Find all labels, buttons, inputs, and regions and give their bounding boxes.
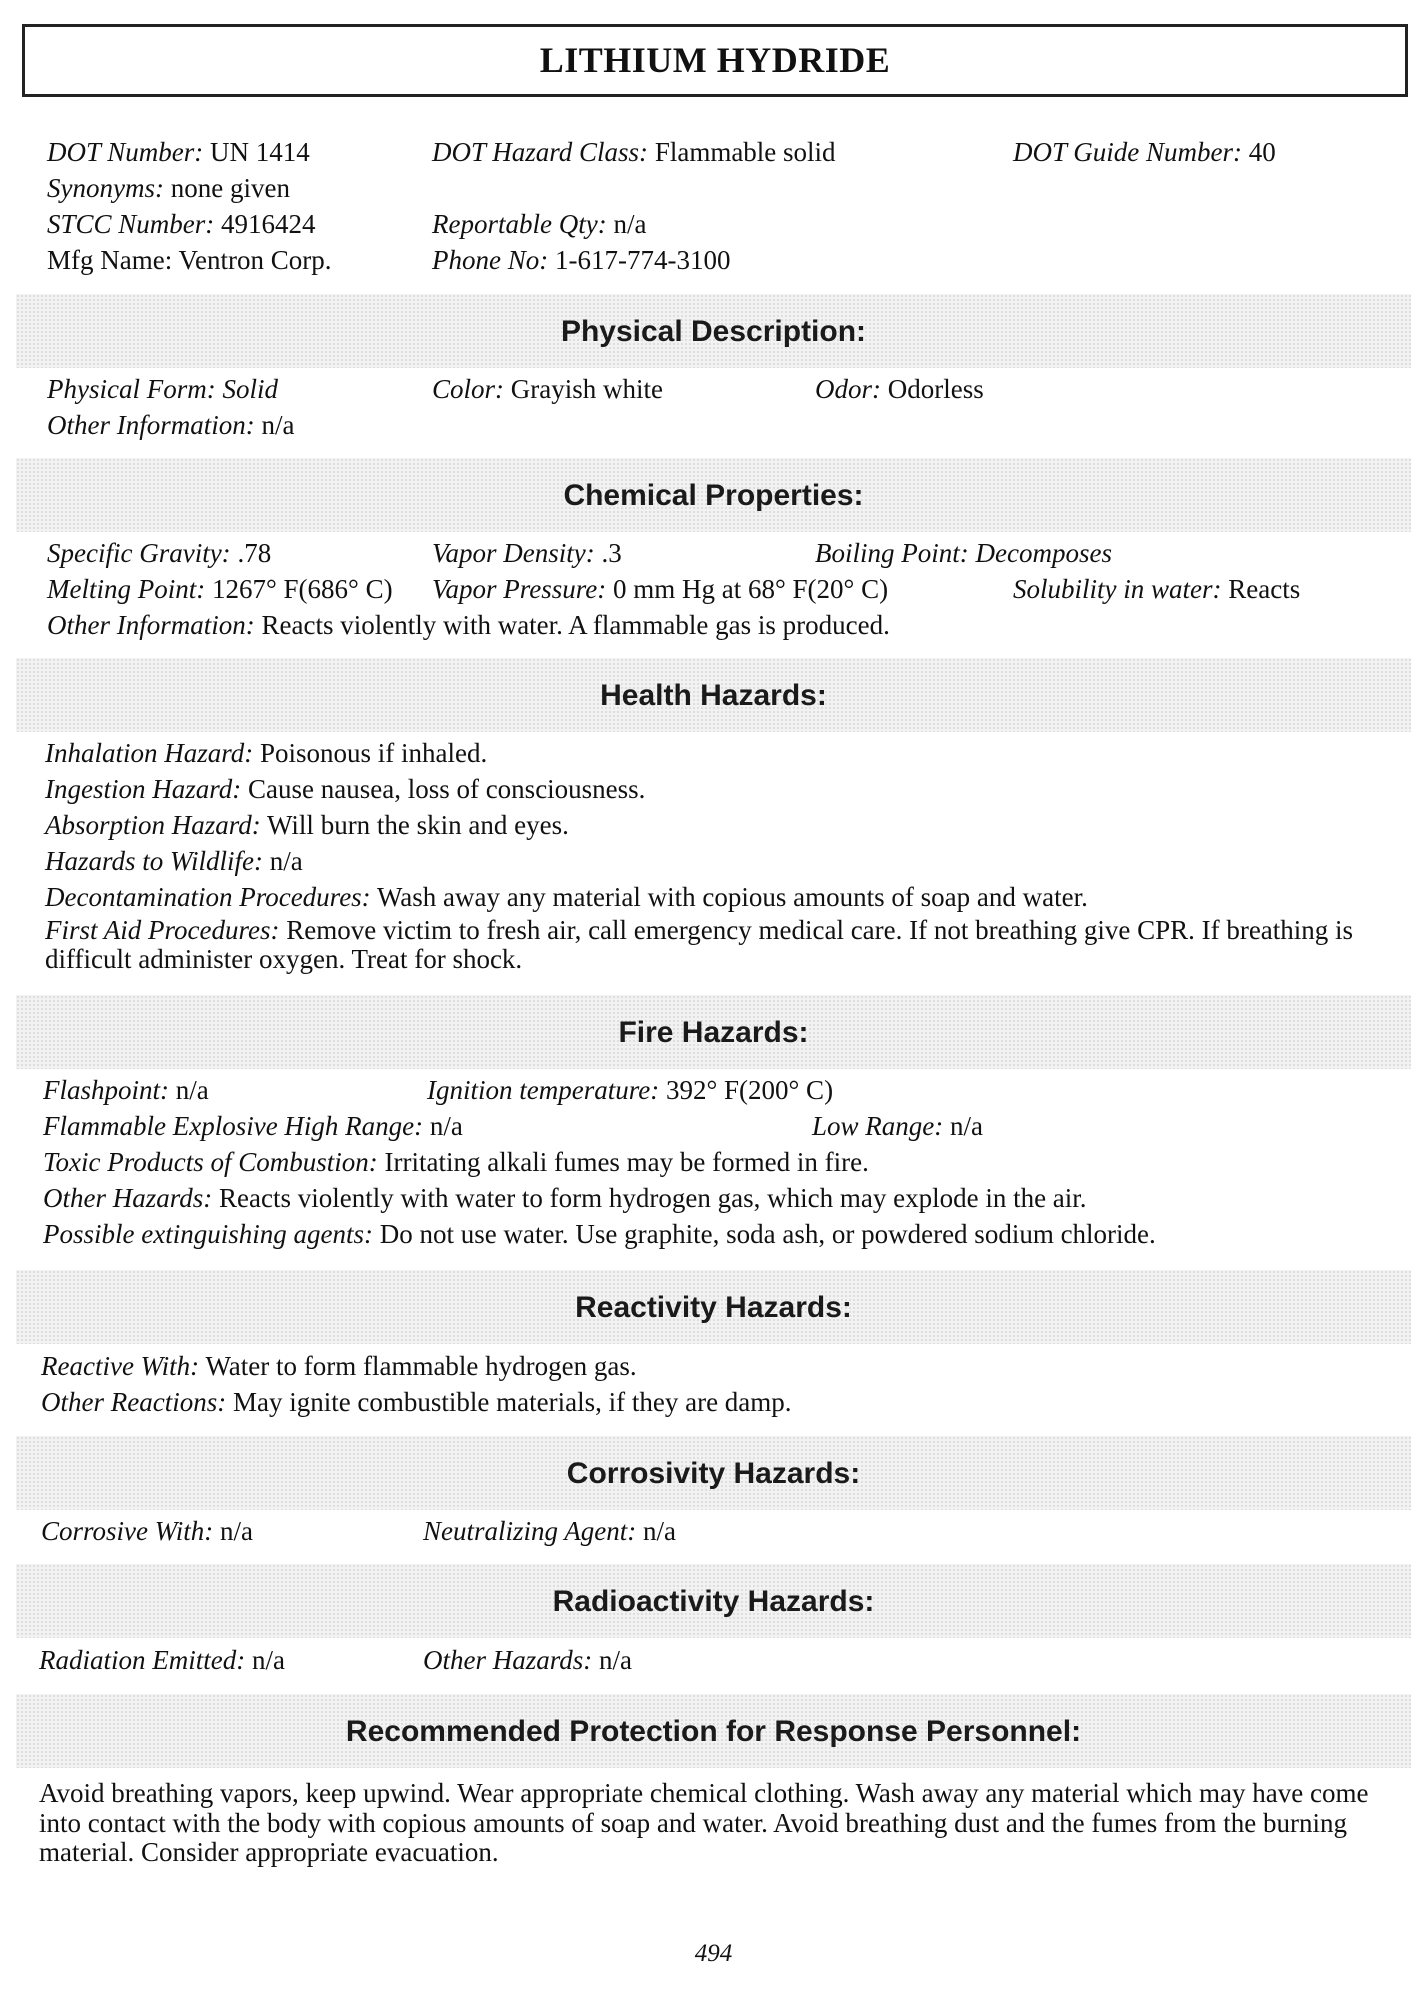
extinguishing-field — [43, 1217, 1156, 1252]
odor-value: Odorless — [887, 374, 984, 404]
mfg-name-label: Mfg Name: — [47, 245, 173, 275]
solubility-value: Reacts — [1228, 574, 1301, 604]
high-range-field — [43, 1109, 463, 1144]
ignition-label: Ignition temperature: — [427, 1075, 660, 1105]
high-range-value: n/a — [429, 1111, 463, 1141]
reactive-with-label: Reactive With: — [41, 1351, 200, 1381]
radiation-value: n/a — [251, 1645, 285, 1675]
vapor-pressure-field — [432, 572, 888, 607]
decontamination-field — [45, 880, 1088, 915]
color-field — [432, 372, 663, 407]
first-aid-label: First Aid Procedures: — [45, 915, 280, 945]
protection-heading: Recommended Protection for Response Personnel: — [345, 1714, 1082, 1748]
melting-point-field — [47, 572, 393, 607]
reactivity-heading: Reactivity Hazards: — [575, 1290, 852, 1324]
synonyms-value: none given — [170, 173, 290, 203]
synonyms-field — [47, 171, 290, 206]
inhalation-field — [45, 736, 487, 771]
synonyms-label: Synonyms: — [47, 173, 164, 203]
neutralizing-field — [423, 1514, 676, 1549]
solubility-label: Solubility in water: — [1013, 574, 1222, 604]
decontamination-value: Wash away any material with copious amounts of soap and water. — [376, 882, 1088, 912]
fire-other-hazards-label: Other Hazards: — [43, 1183, 213, 1213]
wildlife-value: n/a — [269, 846, 303, 876]
boiling-point-field — [815, 536, 1112, 571]
low-range-field — [812, 1109, 983, 1144]
wildlife-label: Hazards to Wildlife: — [45, 846, 264, 876]
ignition-value: 392° F(200° C) — [665, 1075, 834, 1105]
physical-other-field — [47, 408, 294, 443]
ingestion-label: Ingestion Hazard: — [45, 774, 242, 804]
other-reactions-value: May ignite combustible materials, if they are damp. — [232, 1387, 792, 1417]
extinguishing-value: Do not use water. Use graphite, soda ash, or powdered sodium chloride. — [379, 1219, 1156, 1249]
toxic-products-label: Toxic Products of Combustion: — [43, 1147, 378, 1177]
mfg-name-value: Ventron Corp. — [178, 245, 332, 275]
chemical-section-header — [16, 458, 1411, 532]
radioactivity-section-header — [16, 1564, 1411, 1638]
physical-section-header — [16, 294, 1411, 368]
ingestion-value: Cause nausea, loss of consciousness. — [248, 774, 646, 804]
mfg-name-field — [47, 243, 331, 278]
chemical-other-field — [47, 608, 890, 643]
chemical-other-value: Reacts violently with water. A flammable gas is produced. — [261, 610, 890, 640]
vapor-density-value: .3 — [601, 538, 622, 568]
boiling-point-label: Boiling Point: — [815, 538, 969, 568]
health-heading: Health Hazards: — [600, 678, 827, 712]
flashpoint-label: Flashpoint: — [43, 1075, 169, 1105]
dot-hazard-class-label: DOT Hazard Class: — [432, 137, 649, 167]
specific-gravity-field — [47, 536, 271, 571]
dot-number-field — [47, 135, 310, 170]
corrosivity-section-header — [16, 1436, 1411, 1510]
corrosive-with-field — [41, 1514, 253, 1549]
ignition-field — [427, 1073, 833, 1108]
fire-section-header — [16, 995, 1411, 1069]
page-title: LITHIUM HYDRIDE — [539, 40, 891, 81]
corrosive-with-value: n/a — [220, 1516, 253, 1546]
physical-heading: Physical Description: — [560, 314, 867, 348]
stcc-number-label: STCC Number: — [47, 209, 215, 239]
low-range-value: n/a — [950, 1111, 983, 1141]
high-range-label: Flammable Explosive High Range: — [43, 1111, 424, 1141]
dot-hazard-class-field — [432, 135, 836, 170]
absorption-value: Will burn the skin and eyes. — [267, 810, 569, 840]
other-reactions-field — [41, 1385, 792, 1420]
melting-point-value: 1267° F(686° C) — [211, 574, 393, 604]
inhalation-value: Poisonous if inhaled. — [260, 738, 488, 768]
vapor-pressure-label: Vapor Pressure: — [432, 574, 607, 604]
phone-field — [432, 243, 730, 278]
solubility-field — [1013, 572, 1300, 607]
dot-guide-number-value: 40 — [1248, 137, 1276, 167]
other-reactions-label: Other Reactions: — [41, 1387, 227, 1417]
radio-other-hazards-field — [423, 1643, 632, 1678]
reactive-with-value: Water to form flammable hydrogen gas. — [205, 1351, 637, 1381]
corrosivity-heading: Corrosivity Hazards: — [566, 1456, 861, 1490]
reportable-qty-label: Reportable Qty: — [432, 209, 607, 239]
color-value: Grayish white — [510, 374, 663, 404]
protection-text: Avoid breathing vapors, keep upwind. Wear appropriate chemical clothing. Wash away any material which may have come into contact with the body with copious amounts of soap and water. Avoid breathing dust and the fumes from the burning material. Consider appropriate evacuation. — [39, 1778, 1369, 1868]
physical-other-value: n/a — [261, 410, 295, 440]
vapor-density-label: Vapor Density: — [432, 538, 595, 568]
reportable-qty-value: n/a — [613, 209, 647, 239]
title-box — [22, 24, 1408, 97]
radio-other-hazards-value: n/a — [599, 1645, 633, 1675]
absorption-label: Absorption Hazard: — [45, 810, 261, 840]
dot-guide-number-field — [1013, 135, 1276, 170]
physical-other-label: Other Information: — [47, 410, 255, 440]
corrosive-with-label: Corrosive With: — [41, 1516, 214, 1546]
chemical-heading: Chemical Properties: — [563, 478, 864, 512]
first-aid-field — [45, 916, 1390, 974]
stcc-number-field — [47, 207, 316, 242]
first-aid-value: Remove victim to fresh air, call emergency medical care. If not breathing give CPR. If breathing is difficult administer oxygen. Treat for shock. — [45, 915, 1354, 975]
boiling-point-value: Decomposes — [975, 538, 1112, 568]
phone-value: 1-617-774-3100 — [554, 245, 731, 275]
vapor-pressure-value: 0 mm Hg at 68° F(20° C) — [612, 574, 889, 604]
neutralizing-value: n/a — [643, 1516, 676, 1546]
dot-guide-number-label: DOT Guide Number: — [1013, 137, 1242, 167]
reactive-with-field — [41, 1349, 637, 1384]
chemical-other-label: Other Information: — [47, 610, 255, 640]
decontamination-label: Decontamination Procedures: — [45, 882, 371, 912]
flashpoint-field — [43, 1073, 209, 1108]
physical-form-value: Solid — [222, 374, 278, 404]
phone-label: Phone No: — [432, 245, 549, 275]
toxic-products-value: Irritating alkali fumes may be formed in fire. — [384, 1147, 869, 1177]
physical-form-label: Physical Form: — [47, 374, 216, 404]
radiation-field — [39, 1643, 285, 1678]
odor-field — [815, 372, 984, 407]
toxic-products-field — [43, 1145, 869, 1180]
odor-label: Odor: — [815, 374, 881, 404]
reportable-qty-field — [432, 207, 646, 242]
color-label: Color: — [432, 374, 505, 404]
flashpoint-value: n/a — [175, 1075, 209, 1105]
inhalation-label: Inhalation Hazard: — [45, 738, 254, 768]
low-range-label: Low Range: — [812, 1111, 944, 1141]
absorption-field — [45, 808, 569, 843]
melting-point-label: Melting Point: — [47, 574, 206, 604]
page-number: 494 — [694, 1940, 733, 1967]
wildlife-field — [45, 844, 303, 879]
protection-section-header — [16, 1694, 1411, 1768]
vapor-density-field — [432, 536, 622, 571]
dot-hazard-class-value: Flammable solid — [654, 137, 836, 167]
fire-other-hazards-value: Reacts violently with water to form hydrogen gas, which may explode in the air. — [219, 1183, 1087, 1213]
specific-gravity-value: .78 — [237, 538, 272, 568]
physical-form-field — [47, 372, 278, 407]
extinguishing-label: Possible extinguishing agents: — [43, 1219, 373, 1249]
fire-other-hazards-field — [43, 1181, 1087, 1216]
radio-other-hazards-label: Other Hazards: — [423, 1645, 593, 1675]
radiation-label: Radiation Emitted: — [39, 1645, 246, 1675]
stcc-number-value: 4916424 — [221, 209, 316, 239]
dot-number-value: UN 1414 — [210, 137, 310, 167]
fire-heading: Fire Hazards: — [618, 1015, 809, 1049]
reactivity-section-header — [16, 1270, 1411, 1344]
radioactivity-heading: Radioactivity Hazards: — [552, 1584, 875, 1618]
specific-gravity-label: Specific Gravity: — [47, 538, 231, 568]
health-section-header — [16, 658, 1411, 732]
dot-number-label: DOT Number: — [47, 137, 204, 167]
ingestion-field — [45, 772, 645, 807]
neutralizing-label: Neutralizing Agent: — [423, 1516, 637, 1546]
